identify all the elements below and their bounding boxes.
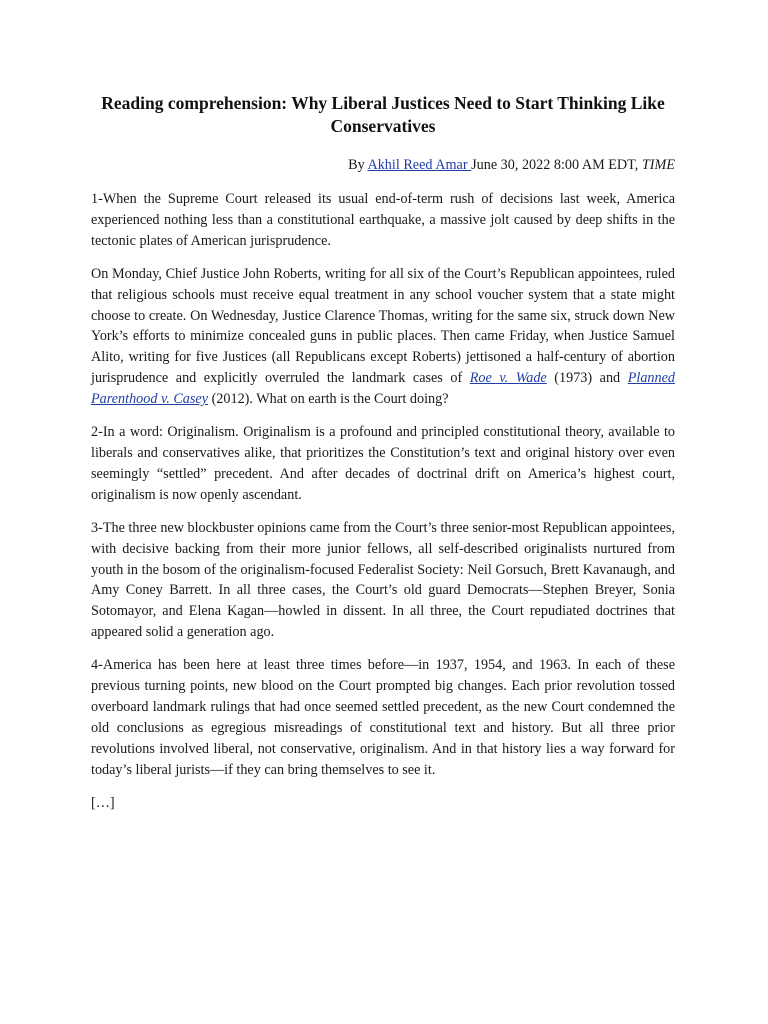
- roe-v-wade-link[interactable]: Roe v. Wade: [469, 370, 547, 387]
- byline: [91, 155, 675, 175]
- byline-prefix: By: [348, 157, 368, 173]
- paragraph-2-text-b: (1973) and: [546, 370, 628, 387]
- publication-name: TIME: [641, 157, 675, 173]
- publish-date: June 30, 2022 8:00 AM EDT,: [471, 157, 642, 173]
- ellipsis-marker: […]: [91, 794, 115, 811]
- paragraph-4: 3-The three new blockbuster opinions came from the Court’s three senior-most Republican appointees, with decisive backing from their more junior fellows, all self-described originalists nurtured from youth in the bosom of the originalism-focused Federalist Society: Neil Gorsuch, Brett Kavanaugh, and Amy Coney Barrett. In all three cases, the Court’s old guard Democrats—Stephen Breyer, Sonia Sotomayor, and Elena Kagan—howled in dissent. In all three, the Court repudiated doctrines that appeared solid a generation ago.: [91, 519, 676, 641]
- paragraph-5: 4-America has been here at least three times before—in 1937, 1954, and 1963. In each of these previous turning points, new blood on the Court prompted big changes. Each prior revolution tossed overboard landmark rulings that had once seemed settled precedent, as the new Court condemned the old conclusions as egregious misreadings of constitutional text and history. But all three prior revolutions involved liberal, not conservative, originalism. And in that history lies a way forward for today’s liberal jurists—if they can bring themselves to see it.: [91, 657, 675, 778]
- paragraph-2-text-c: (2012). What on earth is the Court doing?: [208, 391, 449, 408]
- paragraph-3: 2-In a word: Originalism. Originalism is a profound and principled constitutional theory, available to liberals and conservatives alike, that prioritizes the Constitution’s text and original history over even seemingly “settled” precedent. And after decades of doctrinal drift on America’s highest court, originalism is now openly ascendant.: [91, 424, 675, 503]
- document-page: [91, 92, 675, 813]
- planned-parenthood-v-casey-link[interactable]: Planned Parenthood v. Casey: [91, 370, 675, 408]
- paragraph-1: 1-When the Supreme Court released its usual end-of-term rush of decisions last week, America experienced nothing less than a constitutional earthquake, a massive jolt caused by deep shifts in the tectonic plates of American jurisprudence.: [91, 191, 675, 249]
- paragraph-2-text-a: On Monday, Chief Justice John Roberts, writing for all six of the Court’s Republican appointees, ruled that religious schools must receive equal treatment in any school voucher system that a state might choose to create. On Wednesday, Justice Clarence Thomas, writing for the same six, struck down New York’s efforts to minimize concealed guns in public places. Then came Friday, when Justice Samuel Alito, writing for five Justices (all Republicans except Roberts) jettisoned a half-century of abortion jurisprudence and explicitly overruled the landmark cases of: [91, 265, 675, 387]
- author-link[interactable]: Akhil Reed Amar: [367, 157, 472, 173]
- article-title: Reading comprehension: Why Liberal Justices Need to Start Thinking Like Conservatives: [101, 93, 665, 136]
- paragraph-2: [91, 264, 675, 410]
